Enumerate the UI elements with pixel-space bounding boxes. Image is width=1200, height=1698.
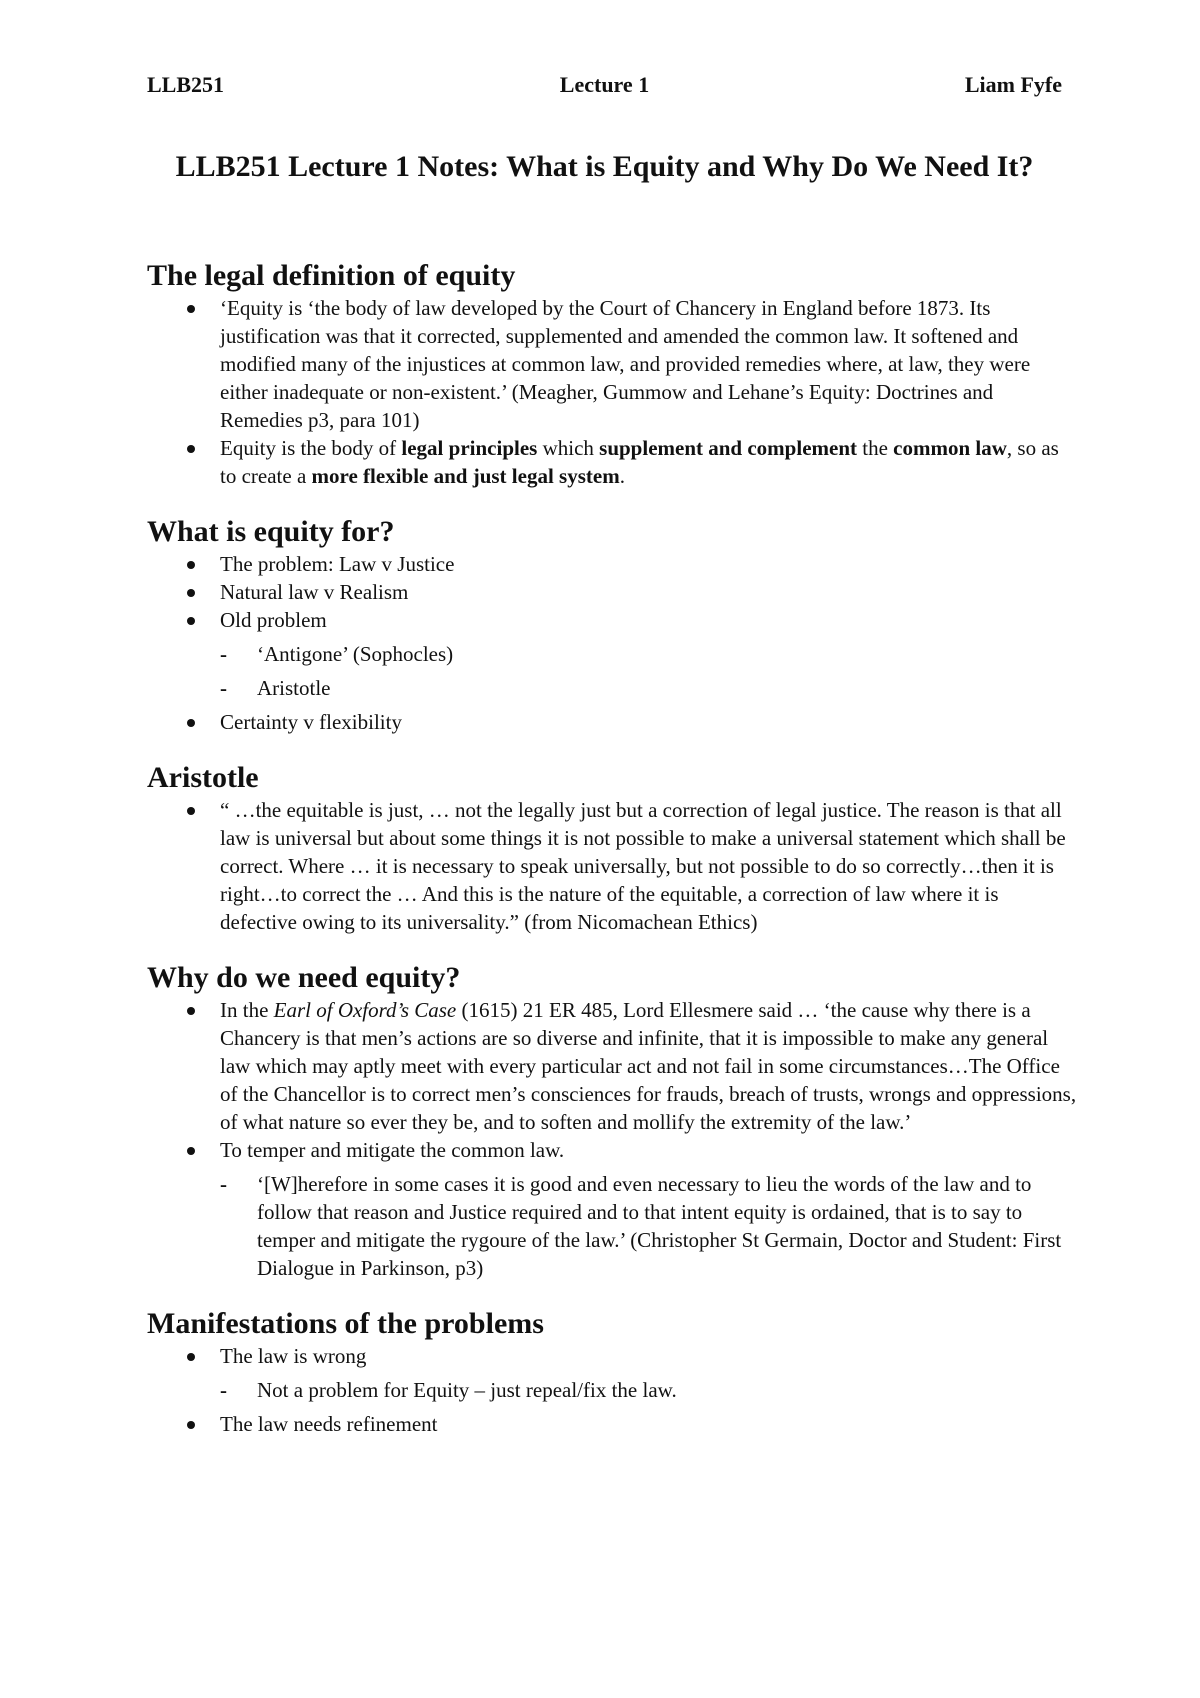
sub-list [220, 640, 1077, 702]
bullet-icon [187, 617, 195, 625]
section-aristotle [147, 760, 1077, 936]
item-text: Natural law v Realism [220, 580, 409, 604]
sub-list-item [220, 674, 1077, 702]
sub-list-item [220, 1170, 1077, 1282]
section-what-is-equity-for [147, 514, 1077, 736]
item-text: The law is wrong [220, 1344, 367, 1368]
bullet-list [147, 996, 1077, 1282]
bullet-icon [187, 589, 195, 597]
bullet-icon [187, 305, 195, 313]
list-item [147, 1342, 1077, 1404]
emphasis-text: supplement and complement [599, 436, 858, 460]
sub-list [220, 1376, 1077, 1404]
bullet-icon [187, 445, 195, 453]
item-text: Old problem [220, 608, 327, 632]
section-heading: What is equity for? [147, 515, 395, 548]
list-item [147, 708, 1077, 736]
section-heading: Aristotle [147, 761, 259, 794]
section-why-need-equity [147, 960, 1077, 1282]
sub-list-item [220, 640, 1077, 668]
list-item [147, 1136, 1077, 1282]
item-text: To temper and mitigate the common law. [220, 1138, 565, 1162]
section-heading: Why do we need equity? [147, 961, 461, 994]
item-text: In the [220, 998, 274, 1022]
page-title: LLB251 Lecture 1 Notes: What is Equity and Why Do We Need It? [175, 150, 1034, 183]
bullet-icon [187, 1007, 195, 1015]
sub-item-text: Aristotle [257, 676, 331, 700]
section-legal-definition [147, 258, 1077, 490]
document-body [147, 258, 1077, 1462]
bullet-icon [187, 1421, 195, 1429]
dash-icon: - [220, 676, 227, 700]
header-author: Liam Fyfe [964, 72, 1062, 97]
bullet-icon [187, 1147, 195, 1155]
bullet-icon [187, 807, 195, 815]
list-item [147, 606, 1077, 702]
sub-item-text: ‘Antigone’ (Sophocles) [257, 642, 454, 666]
header-lecture: Lecture 1 [559, 72, 650, 97]
list-item [147, 434, 1077, 490]
list-item [147, 996, 1077, 1136]
emphasis-text: common law [893, 436, 1007, 460]
item-text: The law needs refinement [220, 1412, 438, 1436]
bullet-icon [187, 561, 195, 569]
item-text: , so as to create a [220, 436, 1059, 488]
sub-list [220, 1170, 1077, 1282]
list-item [147, 796, 1077, 936]
item-text: Certainty v flexibility [220, 710, 402, 734]
dash-icon: - [220, 1378, 227, 1402]
item-text: Equity is the body of [220, 436, 402, 460]
dash-icon: - [220, 1172, 227, 1196]
sub-list-item [220, 1376, 1077, 1404]
bullet-list [147, 796, 1077, 936]
item-text: The problem: Law v Justice [220, 552, 455, 576]
sub-item-text: ‘[W]herefore in some cases it is good and even necessary to lieu the words of the law and to follow that reason and Justice required and to that intent equity is ordained, that is to say to temper and mitigate the rygoure of the law.’ (Christopher St Germain, Doctor and Student: First Dialogue in Parkinson, p3) [257, 1172, 1062, 1280]
list-item [147, 550, 1077, 578]
item-text: “ …the equitable is just, … not the legally just but a correction of legal justice. The reason is that all law is universal but about some things it is not possible to make a universal statement which shall be correct. Where … it is necessary to speak universally, but not possible to do so correctly…then it is right…to correct the … And this is the nature of the equitable, a correction of law where it is defective owing to its universality.” (from Nicomachean Ethics) [220, 798, 1066, 934]
list-item [147, 1410, 1077, 1438]
case-name-text: Earl of Oxford’s Case [273, 998, 457, 1022]
section-heading: Manifestations of the problems [147, 1307, 544, 1340]
bullet-icon [187, 719, 195, 727]
item-text: the [857, 436, 894, 460]
emphasis-text: more flexible and just legal system [311, 464, 620, 488]
item-text: ‘Equity is ‘the body of law developed by the Court of Chancery in England before 1873. Its justification was that it corrected, supplemented and amended the common law. It softened and modified many of the injustices at common law, and provided remedies where, at law, they were either inadequate or non-existent.’ (Meagher, Gummow and Lehane’s Equity: Doctrines and Remedies p3, para 101) [220, 296, 1031, 432]
header-course-code: LLB251 [147, 72, 225, 97]
section-manifestations [147, 1306, 1077, 1438]
item-text: which [537, 436, 600, 460]
item-text: (1615) 21 ER 485, Lord Ellesmere said … ‘the cause why there is a Chancery is that men’s actions are so diverse and infinite, that it is impossible to make any general law which may aptly meet with every particular act and not fail in some circumstances…The Office of the Chancellor is to correct men’s consciences for frauds, breach of trusts, wrongs and oppressions, of what nature so ever they be, and to soften and mollify the extremity of the law.’ [220, 998, 1077, 1134]
list-item [147, 578, 1077, 606]
bullet-list [147, 1342, 1077, 1438]
emphasis-text: legal principles [401, 436, 538, 460]
sub-item-text: Not a problem for Equity – just repeal/fix the law. [257, 1378, 677, 1402]
bullet-icon [187, 1353, 195, 1361]
dash-icon: - [220, 642, 227, 666]
list-item [147, 294, 1077, 434]
section-heading: The legal definition of equity [147, 259, 516, 292]
bullet-list [147, 294, 1077, 490]
bullet-list [147, 550, 1077, 736]
item-text: . [619, 464, 625, 488]
